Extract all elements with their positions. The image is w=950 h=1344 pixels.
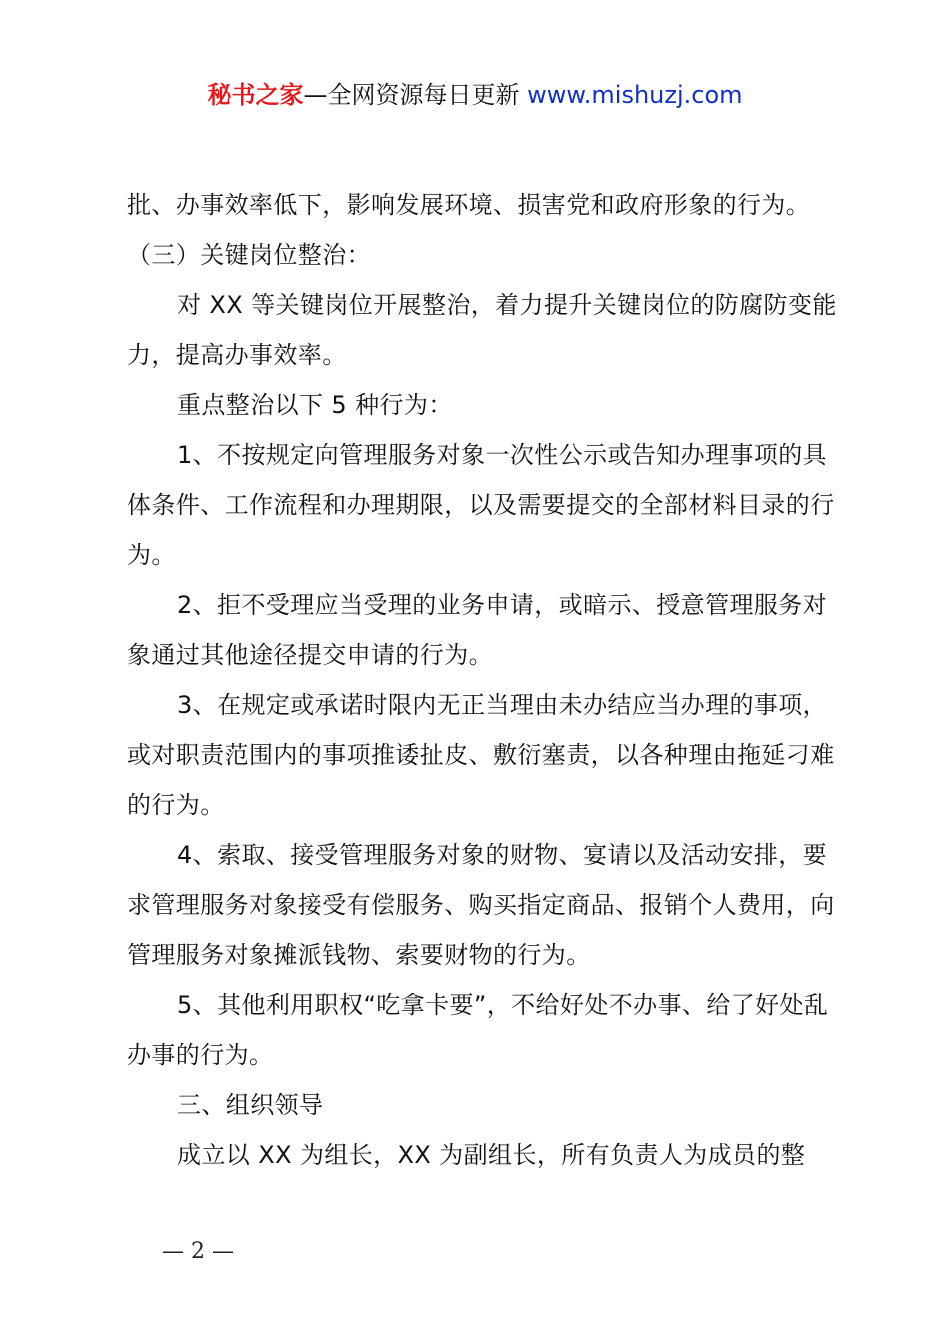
list-item-2: 2、拒不受理应当受理的业务申请，或暗示、授意管理服务对象通过其他途径提交申请的行为。 <box>127 591 828 669</box>
site-url-link[interactable]: www.mishuzj.com <box>527 81 743 109</box>
brand-name: 秘书之家 <box>207 81 304 109</box>
section-heading-organization: 三、组织领导 <box>177 1091 324 1119</box>
section-heading-key-posts: （三）关键岗位整治： <box>127 241 371 269</box>
document-body <box>127 180 847 1180</box>
paragraph-five-behaviors: 重点整治以下 5 种行为： <box>177 391 453 419</box>
header-slogan: —全网资源每日更新 <box>303 81 528 109</box>
list-item-5: 5、其他利用职权“吃拿卡要”，不给好处不办事、给了好处乱办事的行为。 <box>127 991 829 1069</box>
list-item-1: 1、不按规定向管理服务对象一次性公示或告知办理事项的具体条件、工作流程和办理期限，以及需要提交的全部材料目录的行为。 <box>127 441 835 569</box>
list-item-3: 3、在规定或承诺时限内无正当理由未办结应当办理的事项，或对职责范围内的事项推诿扯皮、敷衍塞责，以各种理由拖延刁难的行为。 <box>127 691 835 819</box>
paragraph-organization: 成立以 XX 为组长，XX 为副组长，所有负责人为成员的整 <box>177 1141 806 1169</box>
list-item-4: 4、索取、接受管理服务对象的财物、宴请以及活动安排，要求管理服务对象接受有偿服务、购买指定商品、报销个人费用，向管理服务对象摊派钱物、索要财物的行为。 <box>127 841 835 969</box>
site-header <box>0 78 950 112</box>
paragraph-continuation: 批、办事效率低下，影响发展环境、损害党和政府形象的行为。 <box>127 191 811 219</box>
paragraph-key-posts: 对 XX 等关键岗位开展整治，着力提升关键岗位的防腐防变能力，提高办事效率。 <box>127 291 837 369</box>
page-number: — 2 — <box>162 1239 234 1264</box>
